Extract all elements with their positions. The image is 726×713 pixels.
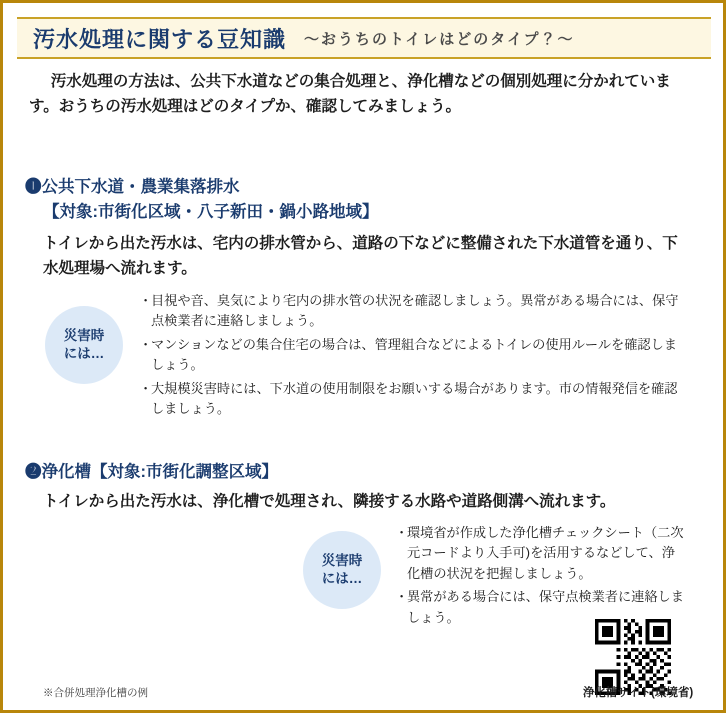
section1-bullet-list <box>139 291 679 423</box>
disaster-bubble-section2-line2: には… <box>321 571 363 586</box>
section1-body: トイレから出た汚水は、宅内の排水管から、道路の下などに整備された下水道管を通り、下水処理場へ流れます。 <box>43 235 678 278</box>
intro-paragraph: 汚水処理の方法は、公共下水道などの集合処理と、浄化槽などの個別処理に分かれています。おうちの汚水処理はどのタイプか、確認してみましょう。 <box>29 73 671 116</box>
list-item-text: 大規模災害時には、下水道の使用制限をお願いする場合があります。市の情報発信を確認しましょう。 <box>151 380 678 417</box>
bullet-dot-icon: ・ <box>395 589 409 605</box>
bullet-dot-icon: ・ <box>139 380 153 396</box>
list-item-text: マンションなどの集合住宅の場合は、管理組合などによるトイレの使用ルールを確認しましょう。 <box>151 336 677 373</box>
figure-footnote: ※合併処理浄化槽の例 <box>43 687 148 699</box>
disaster-bubble-section1-line2: には… <box>63 346 105 361</box>
disaster-bubble-section1 <box>45 306 123 384</box>
bullet-dot-icon: ・ <box>139 293 153 308</box>
bullet-dot-icon: ・ <box>395 525 409 540</box>
section1-heading <box>25 175 695 225</box>
list-item <box>139 335 679 376</box>
section1-heading-line2: 【対象:市街化区域・八子新田・鍋小路地域】 <box>43 202 379 221</box>
section2-bullet-list <box>395 523 687 631</box>
list-item-text: 異常がある場合には、保守点検業者に連絡しましょう。 <box>407 589 684 625</box>
qr-code-caption: 浄化槽サイト(環境省) <box>582 687 694 699</box>
list-item <box>139 379 679 420</box>
page-header <box>17 17 711 59</box>
bullet-dot-icon: ・ <box>139 336 153 352</box>
page-subtitle: ～おうちのトイレはどのタイプ？～ <box>304 30 575 48</box>
section2-body: トイレから出た汚水は、浄化槽で処理され、隣接する水路や道路側溝へ流れます。 <box>43 493 616 510</box>
list-item <box>139 291 679 332</box>
section2-heading: ❷浄化槽【対象:市街化調整区域】 <box>25 463 278 481</box>
disaster-bubble-section1-line1: 災害時 <box>63 327 105 343</box>
disaster-bubble-section2-line1: 災害時 <box>321 552 363 568</box>
list-item-text: 目視や音、臭気により宅内の排水管の状況を確認しましょう。異常がある場合には、保守点検業者に連絡しましょう。 <box>151 293 679 329</box>
page-title: 汚水処理に関する豆知識 <box>33 26 287 52</box>
list-item <box>395 523 687 584</box>
disaster-bubble-section2 <box>303 531 381 609</box>
section1-heading-line1: ❶公共下水道・農業集落排水 <box>25 178 240 196</box>
list-item-text: 環境省が作成した浄化槽チェックシート（二次元コードより入手可)を活用するなどして、浄化槽の状況を把握しましょう。 <box>407 525 684 581</box>
